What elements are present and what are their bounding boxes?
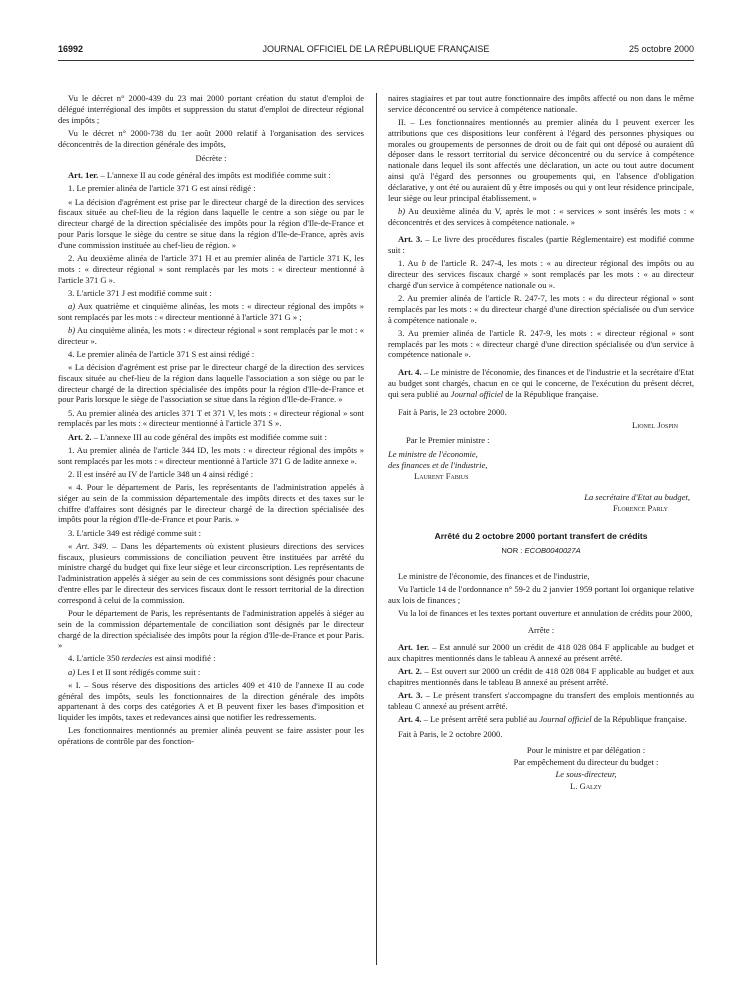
paragraph: 5. Au premier alinéa des articles 371 T et 371 V, les mots : « directeur régional » sont remplacés par les mots : « directeur mentionné à l'article 371 S ». bbox=[58, 407, 364, 429]
article-label: Art. 2. bbox=[398, 665, 422, 676]
article-label: Art. 3. bbox=[398, 234, 423, 245]
article-label: Art. 4. bbox=[398, 713, 422, 724]
article-label: Art. 1er. bbox=[398, 641, 430, 652]
article-text: – L'annexe II au code général des impôts est modifiée comme suit : bbox=[98, 170, 331, 181]
item-label: a) bbox=[68, 666, 76, 677]
paragraph: 4. Le premier alinéa de l'article 371 S est ainsi rédigé : bbox=[68, 348, 255, 359]
article-text: – Le présent transfert s'accompagne du transfert des emplois mentionnés au tableau C annexé au présent arrêté. bbox=[388, 689, 694, 711]
arrete-heading: Arrête : bbox=[527, 625, 555, 635]
paragraph: Pour le département de Paris, les représentants de l'administration appelés à siéger au sein de la commission départementale de conciliation sont désignés par le directeur chargé de la direction spécialisée des impôts pour la région d'Ile-de-France et pour Paris. » bbox=[58, 607, 364, 651]
article-text: de la République française. bbox=[591, 713, 687, 724]
paragraph: « I. – Sous réserve des dispositions des articles 409 et 410 de l'annexe II au code général des impôts, seuls les fonctionnaires de la direction générale des impôts appartenant à des corps des catégories A et B peuvent fixer les bases d'imposition et liquider les impôts, taxes et redevances ainsi que notifier les redressements. bbox=[58, 679, 364, 723]
signature-line: Le sous-directeur, bbox=[555, 768, 617, 779]
paragraph: 3. L'article 371 J est modifié comme suit : bbox=[68, 287, 212, 298]
article-label: Art. 4. bbox=[398, 367, 422, 378]
paragraph: 3. Au premier alinéa de l'article R. 247-9, les mots : « directeur régional » sont remplacés par les mots : « directeur chargé d'une direction spécialisée ou d'un service à compétence nationale ». bbox=[388, 327, 694, 360]
paragraph bbox=[58, 653, 364, 664]
paragraph: 3. L'article 349 est rédigé comme suit : bbox=[68, 527, 202, 538]
item-label: a) bbox=[68, 300, 76, 311]
text: est ainsi modifié : bbox=[152, 653, 216, 664]
article-3 bbox=[388, 234, 694, 256]
article-text: – L'annexe III au code général des impôts est modifiée comme suit : bbox=[91, 431, 327, 442]
item-label: b) bbox=[68, 324, 76, 335]
article-text: – Le livre des procédures fiscales (partie Réglementaire) est modifié comme suit : bbox=[388, 234, 695, 256]
article-1 bbox=[58, 170, 364, 181]
article-text: – Est annulé sur 2000 un crédit de 418 028 084 F applicable au budget et aux chapitres mentionnés dans le tableau A annexé au présent arrêté. bbox=[388, 641, 694, 663]
paragraph bbox=[388, 206, 694, 228]
signature-line: Pour le ministre et par délégation : bbox=[526, 745, 646, 756]
nor-label: NOR : bbox=[501, 546, 525, 556]
signature-line: Le ministre de l'économie, bbox=[388, 449, 478, 460]
italic-text: b bbox=[421, 258, 426, 269]
nor-code: ECOB0040027A bbox=[524, 546, 581, 556]
paragraph: 2. Il est inséré au IV de l'article 348 un 4 ainsi rédigé : bbox=[68, 468, 254, 479]
article-4 bbox=[388, 367, 694, 399]
signature-line: des finances et de l'industrie, bbox=[388, 460, 488, 471]
page-header bbox=[58, 44, 694, 56]
item-text: Les I et II sont rédigés comme suit : bbox=[75, 666, 201, 677]
right-column bbox=[388, 93, 694, 793]
article-text: – Dans les départements où existent plusieurs directions des services fiscaux, plusieurs commissions de conciliation peuvent être instituées par arrêté du ministre chargé du budget qui fixe leur siège et leur circonscription. Les représentants de l'administration appelés à siéger au sein de ces commissions sont désignés pour chacune d'entre elles par le directeur des services fiscaux dont le ressort territorial de la direction correspond à celui de la commission. bbox=[58, 540, 364, 605]
italic-text: Journal officiel bbox=[450, 388, 504, 399]
header-rule bbox=[58, 60, 694, 61]
article-text: de la République française. bbox=[503, 388, 599, 399]
paragraph: 1. Au premier alinéa de l'article 344 ID, les mots : « directeur régional des impôts » sont remplacés par les mots : « directeur mentionné à l'article 371 G de ladite annexe ». bbox=[58, 444, 364, 466]
article-text: – Est ouvert sur 2000 un crédit de 418 028 084 F applicable au budget et aux chapitres mentionnés dans le tableau B annexé au présent arrêté. bbox=[388, 665, 694, 687]
signature-name: Florence Parly bbox=[612, 502, 668, 513]
item-text: Aux quatrième et cinquième alinéas, les mots : « directeur régional des impôts » sont remplacés par les mots : « directeur mentionné à l'article 371 G » ; bbox=[58, 300, 364, 322]
italic-text: terdecies bbox=[121, 653, 153, 664]
quote-open: « bbox=[68, 540, 77, 551]
paragraph: Vu l'article 14 de l'ordonnance n° 59-2 du 2 janvier 1959 portant loi organique relative aux lois de finances ; bbox=[388, 584, 694, 606]
paragraph: Vu le décret n° 2000-738 du 1er août 2000 relatif à l'organisation des services déconcentrés de la direction générale des impôts, bbox=[58, 127, 364, 149]
paragraph bbox=[388, 258, 694, 290]
signature-name: Lionel Jospin bbox=[631, 419, 678, 430]
paragraph: Le ministre de l'économie, des finances et de l'industrie, bbox=[398, 571, 590, 582]
arrete-article-4 bbox=[388, 714, 694, 725]
article-label: Art. 2. bbox=[68, 431, 92, 442]
paragraph: 2. Au premier alinéa de l'article R. 247-7, les mots : « du directeur régional » sont remplacés par les mots : « du directeur chargé d'une direction spécialisée ou d'un service à compétence nationale ». bbox=[388, 293, 694, 325]
left-column bbox=[58, 93, 364, 749]
article-label: Art. 1er. bbox=[68, 170, 99, 181]
paragraph: naires stagiaires et par tout autre fonctionnaire des impôts affecté ou non dans le même service déconcentré ou service à compétence nationale. bbox=[388, 93, 694, 114]
signature-line: Par le Premier ministre : bbox=[406, 434, 490, 445]
decree-heading: Décrète : bbox=[195, 153, 227, 164]
article-text: – Le présent arrêté sera publié au bbox=[421, 713, 540, 724]
date-line: Fait à Paris, le 2 octobre 2000. bbox=[398, 728, 503, 739]
paragraph: « La décision d'agrément est prise par le directeur chargé de la direction des services fiscaux située au chef-lieu de la région dans laquelle l'association a son siège ou par le directeur chargé de la direction spécialisée des impôts pour la région d'Ile-de-France et pour Paris lorsque le siège de l'association se situe dans la région d'Ile-de-France. » bbox=[58, 362, 364, 405]
text: 4. L'article 350 bbox=[68, 653, 122, 664]
article-label: Art. 3. bbox=[398, 689, 423, 700]
arrete-title: Arrêté du 2 octobre 2000 portant transfert de crédits bbox=[434, 531, 648, 542]
nor-reference bbox=[388, 546, 694, 557]
issue-date: 25 octobre 2000 bbox=[628, 44, 694, 54]
paragraph: 2. Au deuxième alinéa de l'article 371 H et au premier alinéa de l'article 371 K, les mots : « directeur régional » sont remplacés par les mots : « directeur mentionné à l'article 371 G ». bbox=[58, 252, 364, 285]
paragraph: 1. Le premier alinéa de l'article 371 G est ainsi rédigé : bbox=[68, 183, 256, 194]
paragraph bbox=[58, 541, 364, 606]
column-divider bbox=[376, 93, 377, 965]
article-label: Art. 349. bbox=[76, 540, 109, 551]
paragraph bbox=[58, 301, 364, 323]
signature-line: Par empêchement du directeur du budget : bbox=[513, 757, 659, 768]
paragraph: « 4. Pour le département de Paris, les représentants de l'administration appelés à siéger au sein de la commission départementale des impôts directs et des taxes sur le chiffre d'affaires sont désignés par le directeur chargé de la direction spécialisée des impôts pour la région d'Ile-de-France et pour Paris. » bbox=[58, 481, 364, 525]
paragraph bbox=[58, 667, 364, 678]
paragraph bbox=[58, 325, 364, 347]
signature-name: L. Galzy bbox=[570, 780, 602, 791]
page-number: 16992 bbox=[58, 44, 84, 54]
arrete-article-1 bbox=[388, 642, 694, 664]
arrete-article-3 bbox=[388, 690, 694, 712]
journal-title: JOURNAL OFFICIEL DE LA RÉPUBLIQUE FRANÇAISE bbox=[262, 44, 490, 54]
paragraph: Vu le décret n° 2000-439 du 23 mai 2000 portant création du statut d'emploi de délégué interrégional des impôts et suppression du statut d'emploi de directeur régional des impôts ; bbox=[58, 93, 364, 125]
paragraph: « La décision d'agrément est prise par le directeur chargé de la direction des services fiscaux située au chef-lieu de la région dans laquelle le centre a son siège ou par le directeur chargé de la direction spécialisée des impôts pour la région d'Ile-de-France et pour Paris lorsque le siège du centre se situe dans la région d'Ile-de-France, après avis d'une commission instituée au chef-lieu de région. » bbox=[58, 196, 364, 250]
item-text: Au deuxième alinéa du V, après le mot : « services » sont insérés les mots : « déconcentrés et des services à compétence nationale. » bbox=[388, 205, 694, 227]
paragraph: II. – Les fonctionnaires mentionnés au premier alinéa du I peuvent exercer les attributions que ces dispositions leur confèrent à l'égard des personnes physiques ou morales ou groupements de personnes de droit ou de fait qui ont déposé ou auraient dû déposer dans le ressort territorial du service déconcentré ou du service à compétence nationale dans lequel ils sont affectés une déclaration, un acte ou tout autre document ainsi qu'à l'égard des personnes ou groupements qui, en l'absence d'obligation déclarative, y ont été ou auraient dû y être imposés ou qui y ont leur résidence principale, leur siège ou leur principal établissement. » bbox=[388, 116, 694, 203]
text: de l'article R. 247-4, les mots : « au directeur régional des impôts ou au directeur des services fiscaux chargé » sont remplacés par les mots : « au directeur chargé d'un service à compétence nationale ou ». bbox=[388, 258, 694, 290]
article-2 bbox=[58, 432, 364, 443]
arrete-article-2 bbox=[388, 666, 694, 688]
text: 1. Au bbox=[398, 258, 422, 269]
paragraph: Les fonctionnaires mentionnés au premier alinéa peuvent se faire assister pour les opérations de contrôle par des fonction- bbox=[58, 725, 364, 747]
italic-text: Journal officiel bbox=[539, 713, 592, 724]
date-line: Fait à Paris, le 23 octobre 2000. bbox=[398, 406, 507, 417]
paragraph: Vu la loi de finances et les textes portant ouverture et annulation de crédits pour 2000, bbox=[398, 608, 693, 619]
article-text: – Le ministre de l'économie, des finances et de l'industrie et la secrétaire d'Etat au budget sont chargés, chacun en ce qui le concerne, de l'exécution du présent décret, qui sera publié au bbox=[388, 367, 694, 399]
item-text: Au cinquième alinéa, les mots : « directeur régional » sont remplacés par le mot : « directeur ». bbox=[58, 324, 364, 346]
signature-name: Laurent Fabius bbox=[414, 471, 469, 482]
item-label: b) bbox=[398, 205, 406, 216]
signature-line: La secrétaire d'Etat au budget, bbox=[584, 491, 690, 502]
